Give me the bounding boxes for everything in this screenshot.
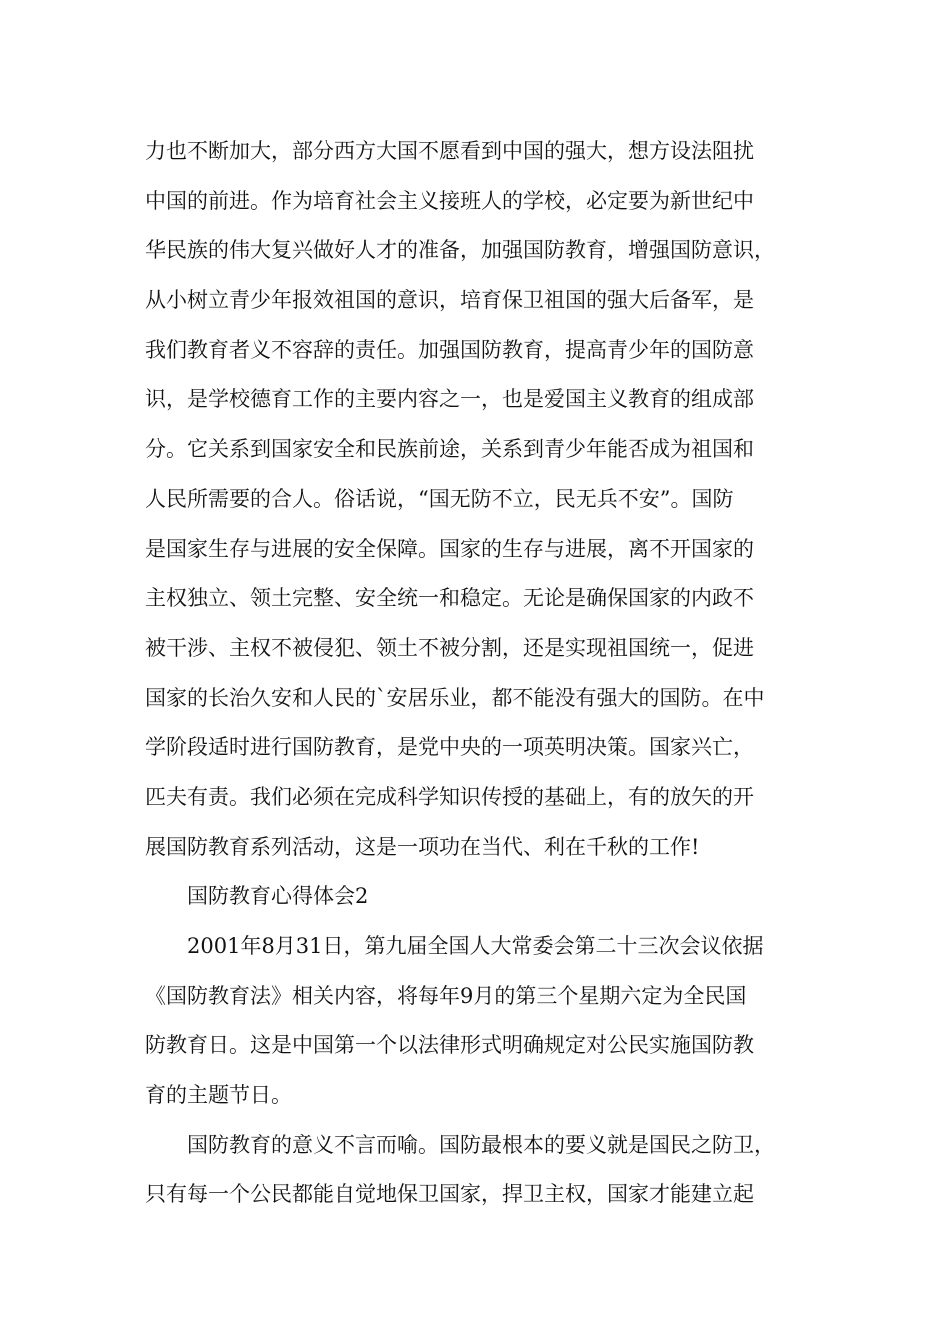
text-line: 力也不断加大，部分西方大国不愿看到中国的强大，想方设法阻扰 [145, 139, 754, 163]
text-line: 防教育日。这是中国第一个以法律形式明确规定对公民实施国防教 [145, 1033, 754, 1058]
text-line: 主权独立、领土完整、安全统一和稳定。无论是确保国家的内政不 [145, 586, 754, 611]
text-line: 分。它关系到国家安全和民族前途，关系到青少年能否成为祖国和 [145, 437, 754, 462]
text-line: 只有每一个公民都能自觉地保卫国家，捍卫主权，国家才能建立起 [145, 1182, 754, 1207]
text-line: 人民所需要的合人。俗话说，“国无防不立，民无兵不安”。国防 [145, 486, 734, 511]
text-line: 《国防教育法》相关内容，将每年9月的第三个星期六定为全民国 [145, 983, 747, 1008]
text-line: 匹夫有责。我们必须在完成科学知识传授的基础上，有的放矢的开 [145, 784, 754, 809]
text-line: 学阶段适时进行国防教育，是党中央的一项英明决策。国家兴亡， [145, 735, 754, 760]
text-line: 我们教育者义不容辞的责任。加强国防教育，提高青少年的国防意 [145, 337, 754, 362]
text-line: 是国家生存与进展的安全保障。国家的生存与进展，离不开国家的 [145, 536, 754, 561]
text-line: 国防教育的意义不言而喻。国防最根本的要义就是国民之防卫， [145, 1132, 775, 1157]
text-line: 2001年8月31日，第九届全国人大常委会第二十三次会议依据 [145, 934, 764, 958]
text-line: 展国防教育系列活动，这是一项功在当代、利在千秋的工作! [145, 834, 700, 859]
text-line: 华民族的伟大复兴做好人才的准备，加强国防教育，增强国防意识， [145, 238, 775, 263]
text-line: 识，是学校德育工作的主要内容之一，也是爱国主义教育的组成部 [145, 387, 754, 412]
section-heading: 国防教育心得体会2 [145, 884, 369, 909]
text-line: 中国的前进。作为培育社会主义接班人的学校，必定要为新世纪中 [145, 188, 754, 213]
text-line: 从小树立青少年报效祖国的意识，培育保卫祖国的强大后备军，是 [145, 288, 754, 313]
text-line: 国家的长治久安和人民的`安居乐业，都不能没有强大的国防。在中 [145, 685, 765, 710]
text-line: 被干涉、主权不被侵犯、领土不被分割，还是实现祖国统一，促进 [145, 635, 754, 660]
document-body [145, 127, 825, 1220]
text-line: 育的主题节日。 [145, 1083, 292, 1108]
